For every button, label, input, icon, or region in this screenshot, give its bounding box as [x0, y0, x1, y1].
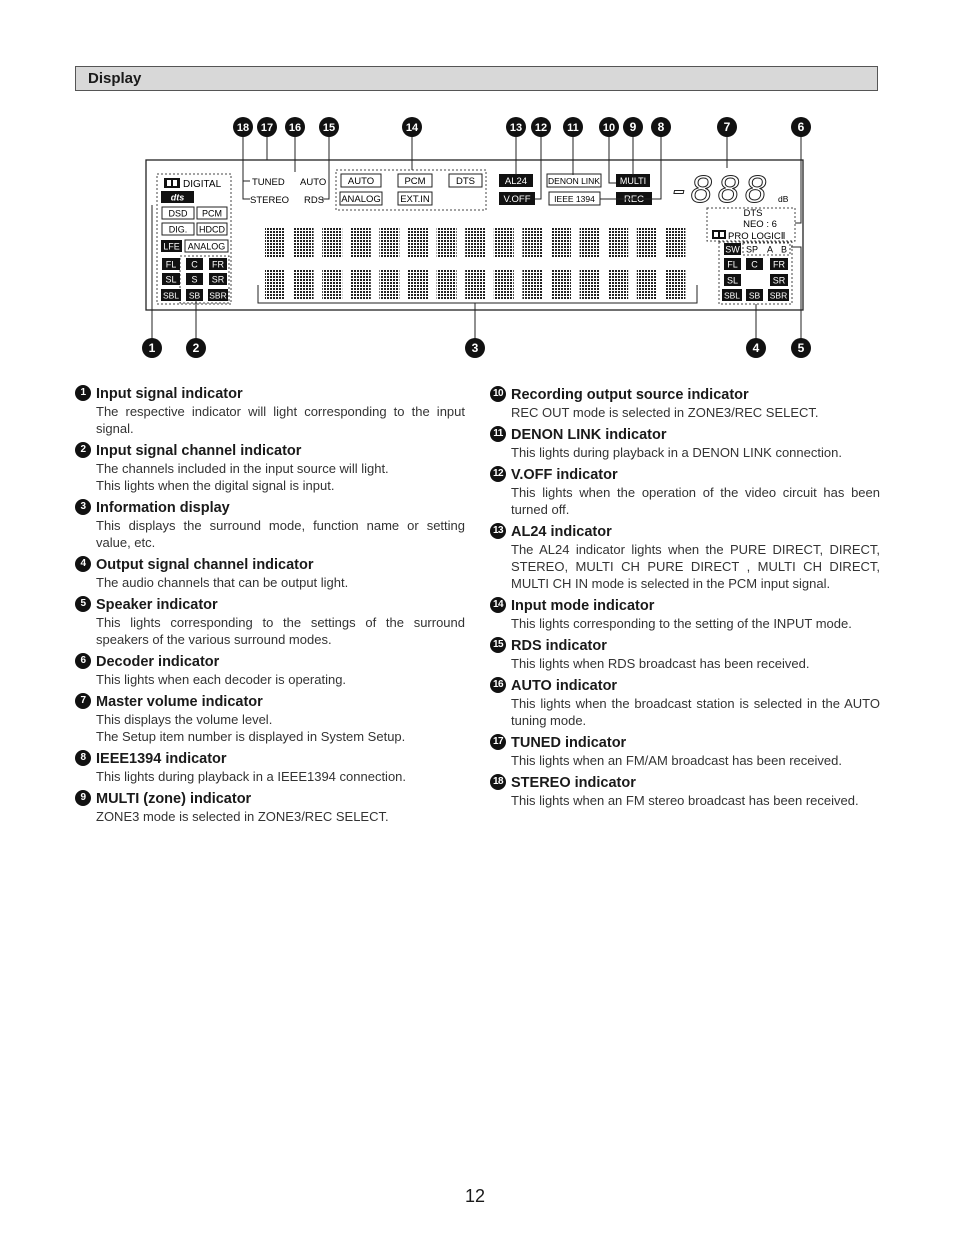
description-item — [75, 442, 465, 494]
svg-text:SP: SP — [746, 244, 759, 255]
digital-label: DIGITAL — [183, 179, 222, 190]
callout-number: 2 — [75, 442, 91, 458]
callout-number: 9 — [75, 790, 91, 806]
matrix-cell — [437, 270, 457, 299]
svg-text:16: 16 — [288, 122, 302, 134]
description-item — [490, 677, 880, 729]
item-title: DENON LINK indicator — [511, 427, 667, 443]
svg-text:LFE: LFE — [163, 241, 180, 252]
svg-text:C: C — [191, 259, 198, 270]
item-description — [96, 768, 465, 785]
item-title: STEREO indicator — [511, 775, 636, 791]
matrix-cell — [551, 228, 571, 257]
item-title: Input signal channel indicator — [96, 443, 302, 459]
svg-text:2: 2 — [192, 341, 200, 355]
item-title: Master volume indicator — [96, 694, 263, 710]
callout-number: 17 — [490, 734, 506, 750]
item-title: Output signal channel indicator — [96, 557, 314, 573]
svg-text:DENON LINK: DENON LINK — [548, 176, 600, 186]
description-item — [75, 653, 465, 688]
item-description — [511, 792, 880, 809]
description-item — [75, 596, 465, 648]
item-description — [96, 711, 465, 745]
item-description-line: This lights when each decoder is operating. — [96, 672, 347, 687]
matrix-cell — [494, 228, 514, 257]
svg-text:DTS: DTS — [743, 208, 763, 219]
svg-text:SW: SW — [725, 244, 740, 255]
callout-number: 4 — [75, 556, 91, 572]
svg-text:DTS: DTS — [456, 176, 475, 187]
stereo-label: STEREO — [250, 195, 290, 206]
description-item — [490, 637, 880, 672]
matrix-cell — [637, 270, 657, 299]
svg-text:AUTO: AUTO — [347, 176, 375, 187]
item-description-line: The audio channels that can be output light. — [96, 575, 349, 590]
svg-text:3: 3 — [471, 341, 479, 355]
matrix-cell — [408, 270, 428, 299]
item-title: AL24 indicator — [511, 524, 612, 540]
matrix-cell — [494, 270, 514, 299]
svg-text:11: 11 — [567, 122, 579, 134]
item-description-line: This lights when an FM stereo broadcast has been received. — [511, 793, 859, 808]
callout-number: 18 — [490, 774, 506, 790]
svg-text:9: 9 — [629, 120, 637, 134]
description-item — [490, 523, 880, 592]
auto-tuning-label: AUTO — [300, 177, 327, 188]
display-diagram — [0, 0, 954, 370]
svg-text:SBL: SBL — [723, 290, 741, 301]
svg-text:DSD: DSD — [168, 208, 188, 219]
callout-number: 7 — [75, 693, 91, 709]
item-description — [96, 671, 465, 688]
callout-number: 3 — [75, 499, 91, 515]
item-description — [96, 808, 465, 825]
item-title: Input mode indicator — [511, 598, 655, 614]
descriptions-left — [75, 385, 465, 830]
item-title: Information display — [96, 500, 230, 516]
callout-number: 16 — [490, 677, 506, 693]
matrix-cell — [294, 270, 314, 299]
item-description-line: This lights corresponding to the setting of the INPUT mode. — [511, 616, 852, 631]
svg-text:14: 14 — [405, 122, 419, 134]
svg-text:A: A — [767, 244, 774, 255]
item-title: Speaker indicator — [96, 597, 218, 613]
svg-text:5: 5 — [797, 341, 805, 355]
svg-text:ANALOG: ANALOG — [341, 194, 381, 205]
information-display — [265, 228, 685, 299]
item-description — [511, 615, 880, 632]
svg-text:HDCD: HDCD — [199, 224, 225, 235]
item-description-line: This displays the volume level. — [96, 712, 273, 727]
callout-number: 14 — [490, 597, 506, 613]
matrix-cell — [322, 228, 342, 257]
svg-text:NEO : 6: NEO : 6 — [743, 219, 777, 230]
svg-text:REC: REC — [623, 194, 645, 205]
svg-text:C: C — [751, 259, 758, 270]
matrix-cell — [465, 228, 485, 257]
item-description — [511, 655, 880, 672]
svg-text:PCM: PCM — [404, 176, 426, 187]
svg-text:PRO LOGICⅡ: PRO LOGICⅡ — [728, 231, 786, 242]
callout-number: 11 — [490, 426, 506, 442]
item-description — [511, 695, 880, 729]
svg-text:15: 15 — [322, 122, 336, 134]
tuned-label: TUNED — [252, 177, 285, 188]
svg-text:8: 8 — [657, 120, 665, 134]
svg-text:DIG.: DIG. — [168, 224, 188, 235]
svg-text:AL24: AL24 — [504, 176, 528, 187]
matrix-cell — [665, 228, 685, 257]
matrix-cell — [465, 270, 485, 299]
item-title: V.OFF indicator — [511, 467, 618, 483]
item-description-line: The Setup item number is displayed in System Setup. — [96, 729, 406, 744]
input-channel-grid — [161, 258, 228, 301]
matrix-cell — [322, 270, 342, 299]
matrix-cell — [608, 270, 628, 299]
svg-text:SB: SB — [748, 290, 761, 301]
item-description — [511, 484, 880, 518]
svg-text:1: 1 — [148, 341, 156, 355]
callout-number: 12 — [490, 466, 506, 482]
page-number: 12 — [465, 1186, 486, 1206]
description-item — [75, 790, 465, 825]
item-description — [511, 404, 880, 421]
matrix-cell — [294, 228, 314, 257]
item-description-line: This lights during playback in a IEEE1394 connection. — [96, 769, 407, 784]
rds-label: RDS — [304, 195, 325, 206]
svg-text:13: 13 — [509, 122, 523, 134]
item-description-line: REC OUT mode is selected in ZONE3/REC SELECT. — [511, 405, 819, 420]
item-description-line: The AL24 indicator lights when the PURE DIRECT, DIRECT, STEREO, MULTI CH PURE DIRECT , MULTI CH DIRECT, MULTI CH IN mode is selected in the PCM input signal. — [511, 542, 880, 591]
description-item — [490, 597, 880, 632]
svg-text:B: B — [781, 244, 788, 255]
callout-number: 13 — [490, 523, 506, 539]
svg-text:SBR: SBR — [209, 290, 227, 301]
item-description-line: This lights when the broadcast station is selected in the AUTO tuning mode. — [511, 696, 880, 728]
svg-text:SR: SR — [211, 274, 225, 285]
item-description-line: This displays the surround mode, function name or setting value, etc. — [96, 518, 465, 550]
item-description-line: This lights during playback in a DENON LINK connection. — [511, 445, 842, 460]
svg-text:ANALOG: ANALOG — [187, 241, 226, 252]
svg-text:12: 12 — [534, 122, 548, 134]
matrix-cell — [580, 270, 600, 299]
svg-text:7: 7 — [723, 120, 731, 134]
descriptions-right — [490, 386, 880, 814]
svg-text:4: 4 — [752, 341, 760, 355]
item-description — [511, 752, 880, 769]
item-title: RDS indicator — [511, 638, 607, 654]
item-title: IEEE1394 indicator — [96, 751, 227, 767]
item-description — [96, 517, 465, 551]
description-item — [490, 734, 880, 769]
svg-text:SBR: SBR — [769, 290, 788, 301]
svg-text:SR: SR — [772, 275, 786, 286]
matrix-cell — [522, 270, 542, 299]
matrix-cell — [437, 228, 457, 257]
svg-text:PCM: PCM — [202, 208, 222, 219]
svg-text:17: 17 — [260, 122, 274, 134]
item-description-line: ZONE3 mode is selected in ZONE3/REC SELECT. — [96, 809, 389, 824]
matrix-cell — [551, 270, 571, 299]
section-title: Display — [88, 70, 142, 87]
svg-text:SL: SL — [726, 275, 739, 286]
description-item — [75, 693, 465, 745]
item-description — [96, 403, 465, 437]
matrix-cell — [408, 228, 428, 257]
svg-text:FR: FR — [212, 259, 224, 270]
matrix-cell — [379, 270, 399, 299]
description-item — [490, 466, 880, 518]
item-description — [511, 541, 880, 592]
description-item — [75, 499, 465, 551]
item-title: MULTI (zone) indicator — [96, 791, 252, 807]
matrix-cell — [351, 228, 371, 257]
svg-text:SB: SB — [188, 290, 201, 301]
description-item — [490, 774, 880, 809]
svg-text:FL: FL — [727, 259, 738, 270]
svg-text:6: 6 — [797, 120, 805, 134]
svg-text:18: 18 — [236, 122, 250, 134]
item-description-line: This lights when the digital signal is input. — [96, 478, 335, 493]
item-description-line: This lights when RDS broadcast has been received. — [511, 656, 810, 671]
description-item — [75, 750, 465, 785]
matrix-cell — [665, 270, 685, 299]
callout-number: 6 — [75, 653, 91, 669]
item-title: Recording output source indicator — [511, 387, 749, 403]
matrix-cell — [608, 228, 628, 257]
callout-number: 10 — [490, 386, 506, 402]
svg-text:SL: SL — [165, 274, 177, 285]
callout-number: 5 — [75, 596, 91, 612]
svg-text:MULTI: MULTI — [619, 176, 647, 186]
item-description — [511, 444, 880, 461]
description-item — [490, 426, 880, 461]
item-description-line: This lights when an FM/AM broadcast has been received. — [511, 753, 842, 768]
svg-text:10: 10 — [602, 122, 616, 134]
matrix-cell — [637, 228, 657, 257]
matrix-cell — [265, 228, 285, 257]
svg-text:dB: dB — [778, 194, 789, 204]
item-description-line: The respective indicator will light corresponding to the input signal. — [96, 404, 465, 436]
matrix-cell — [522, 228, 542, 257]
matrix-cell — [379, 228, 399, 257]
matrix-cell — [265, 270, 285, 299]
item-description — [96, 614, 465, 648]
description-item — [75, 556, 465, 591]
volume-digits: -888 — [672, 169, 773, 211]
item-title: Decoder indicator — [96, 654, 220, 670]
item-description-line: This lights corresponding to the settings of the surround speakers of the various surround modes. — [96, 615, 465, 647]
matrix-cell — [580, 228, 600, 257]
svg-text:S: S — [191, 274, 198, 285]
item-title: TUNED indicator — [511, 735, 627, 751]
item-description-line: This lights when the operation of the video circuit has been turned off. — [511, 485, 880, 517]
item-description — [96, 460, 465, 494]
svg-text:dts: dts — [170, 192, 185, 203]
item-title: AUTO indicator — [511, 678, 618, 694]
callout-number: 1 — [75, 385, 91, 401]
svg-text:EXT.IN: EXT.IN — [400, 194, 430, 205]
item-title: Input signal indicator — [96, 386, 243, 402]
item-description-line: The channels included in the input source will light. — [96, 461, 389, 476]
matrix-cell — [351, 270, 371, 299]
svg-text:IEEE 1394: IEEE 1394 — [554, 194, 595, 204]
svg-text:SBL: SBL — [162, 290, 180, 301]
description-item — [490, 386, 880, 421]
svg-text:V.OFF: V.OFF — [503, 194, 531, 205]
svg-text:FR: FR — [773, 259, 785, 270]
description-item — [75, 385, 465, 437]
callout-number: 8 — [75, 750, 91, 766]
item-description — [96, 574, 465, 591]
callout-number: 15 — [490, 637, 506, 653]
svg-text:FL: FL — [165, 259, 177, 270]
